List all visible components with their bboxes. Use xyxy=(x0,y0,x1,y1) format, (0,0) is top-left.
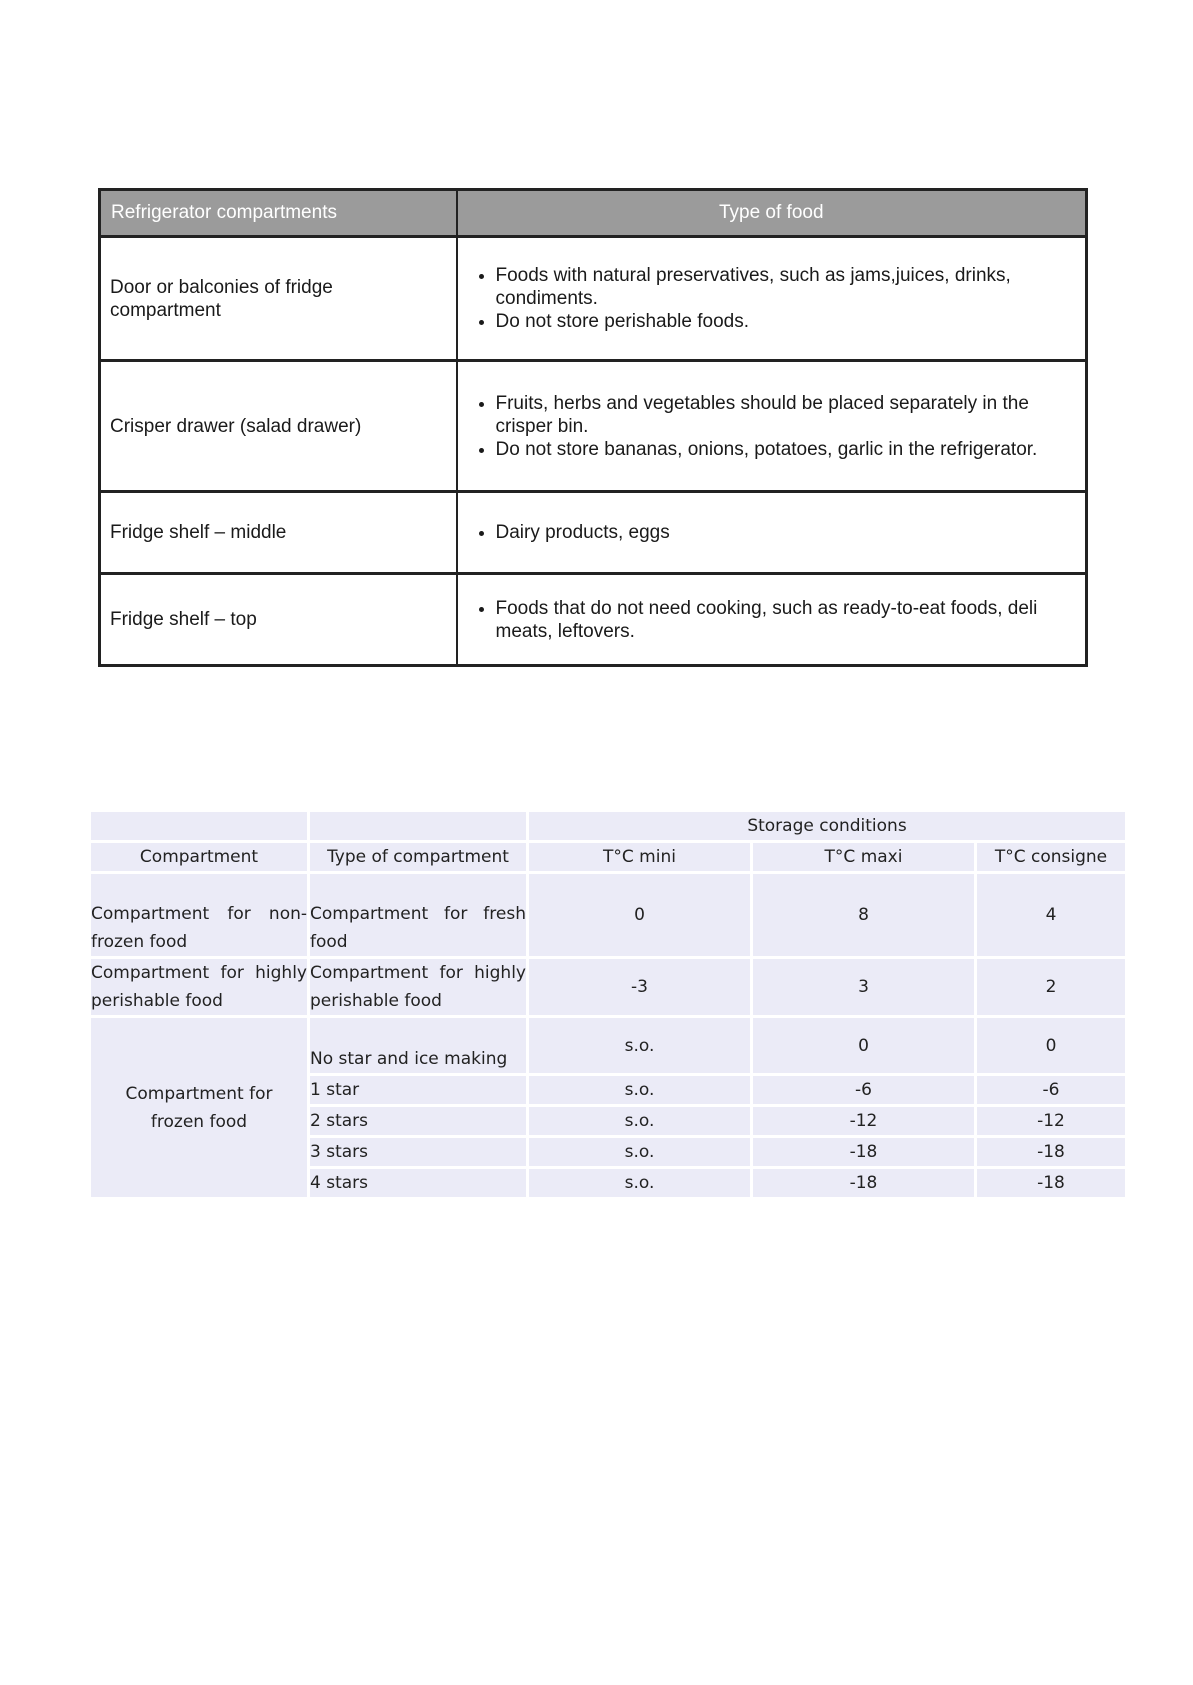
compartment-cell: Compartment for non-frozen food xyxy=(91,874,307,956)
table-row xyxy=(91,959,1125,1015)
storage-conditions-table xyxy=(88,809,1128,1200)
table-row xyxy=(91,1018,1125,1073)
t-maxi-cell: -12 xyxy=(753,1107,974,1135)
type-cell: 4 stars xyxy=(310,1169,526,1197)
type-cell: Compartment for highly perishable food xyxy=(310,959,526,1015)
t-consigne-cell: -18 xyxy=(977,1169,1125,1197)
food-item: • Foods that do not need cooking, such as ready-to-eat foods, deli meats, leftovers. xyxy=(496,597,1076,643)
t-maxi-cell: 0 xyxy=(753,1018,974,1073)
empty-cell xyxy=(310,812,526,840)
type-cell: 3 stars xyxy=(310,1138,526,1166)
food-cell xyxy=(457,237,1087,361)
type-cell: Compartment for fresh food xyxy=(310,874,526,956)
t-mini-cell: -3 xyxy=(529,959,750,1015)
header-type-of-compartment: Type of compartment xyxy=(310,843,526,871)
t-maxi-cell: -6 xyxy=(753,1076,974,1104)
food-item: • Dairy products, eggs xyxy=(496,521,1076,544)
table-row xyxy=(100,574,1087,666)
storage-conditions-row xyxy=(91,812,1125,840)
t-mini-cell: s.o. xyxy=(529,1018,750,1073)
header-t-consigne: T°C consigne xyxy=(977,843,1125,871)
header-compartment: Compartment xyxy=(91,843,307,871)
food-cell xyxy=(457,574,1087,666)
header-t-maxi: T°C maxi xyxy=(753,843,974,871)
compartment-cell: Fridge shelf – top xyxy=(100,574,457,666)
food-item: • Do not store bananas, onions, potatoes, garlic in the refrigerator. xyxy=(496,438,1076,461)
t-mini-cell: 0 xyxy=(529,874,750,956)
storage-conditions-header: Storage conditions xyxy=(529,812,1125,840)
food-item: • Foods with natural preservatives, such as jams,juices, drinks, condiments. xyxy=(496,264,1076,310)
t-maxi-cell: -18 xyxy=(753,1138,974,1166)
t-consigne-cell: 2 xyxy=(977,959,1125,1015)
food-cell xyxy=(457,492,1087,574)
table-row xyxy=(91,874,1125,956)
header-type-of-food: Type of food xyxy=(457,190,1087,237)
table-row xyxy=(100,237,1087,361)
compartment-cell: Compartment for highly perishable food xyxy=(91,959,307,1015)
table-row xyxy=(100,361,1087,492)
t-consigne-cell: -12 xyxy=(977,1107,1125,1135)
food-item: • Do not store perishable foods. xyxy=(496,310,1076,333)
table-row xyxy=(100,492,1087,574)
table-header-row xyxy=(100,190,1087,237)
food-item: • Fruits, herbs and vegetables should be placed separately in the crisper bin. xyxy=(496,392,1076,438)
t-maxi-cell: 8 xyxy=(753,874,974,956)
t-consigne-cell: 0 xyxy=(977,1018,1125,1073)
header-compartments: Refrigerator compartments xyxy=(100,190,457,237)
type-cell: 1 star xyxy=(310,1076,526,1104)
t-mini-cell: s.o. xyxy=(529,1169,750,1197)
header-t-mini: T°C mini xyxy=(529,843,750,871)
food-cell xyxy=(457,361,1087,492)
t-maxi-cell: 3 xyxy=(753,959,974,1015)
t-mini-cell: s.o. xyxy=(529,1138,750,1166)
type-cell: 2 stars xyxy=(310,1107,526,1135)
refrigerator-compartments-table xyxy=(98,188,1088,667)
compartment-cell: Fridge shelf – middle xyxy=(100,492,457,574)
empty-cell xyxy=(91,812,307,840)
t-maxi-cell: -18 xyxy=(753,1169,974,1197)
t-mini-cell: s.o. xyxy=(529,1076,750,1104)
compartment-cell: Door or balconies of fridge compartment xyxy=(100,237,457,361)
type-cell: No star and ice making xyxy=(310,1018,526,1073)
t-consigne-cell: 4 xyxy=(977,874,1125,956)
compartment-cell: Crisper drawer (salad drawer) xyxy=(100,361,457,492)
t-consigne-cell: -18 xyxy=(977,1138,1125,1166)
frozen-compartment-cell: Compartment for frozen food xyxy=(91,1018,307,1197)
t-mini-cell: s.o. xyxy=(529,1107,750,1135)
table-header-row xyxy=(91,843,1125,871)
t-consigne-cell: -6 xyxy=(977,1076,1125,1104)
